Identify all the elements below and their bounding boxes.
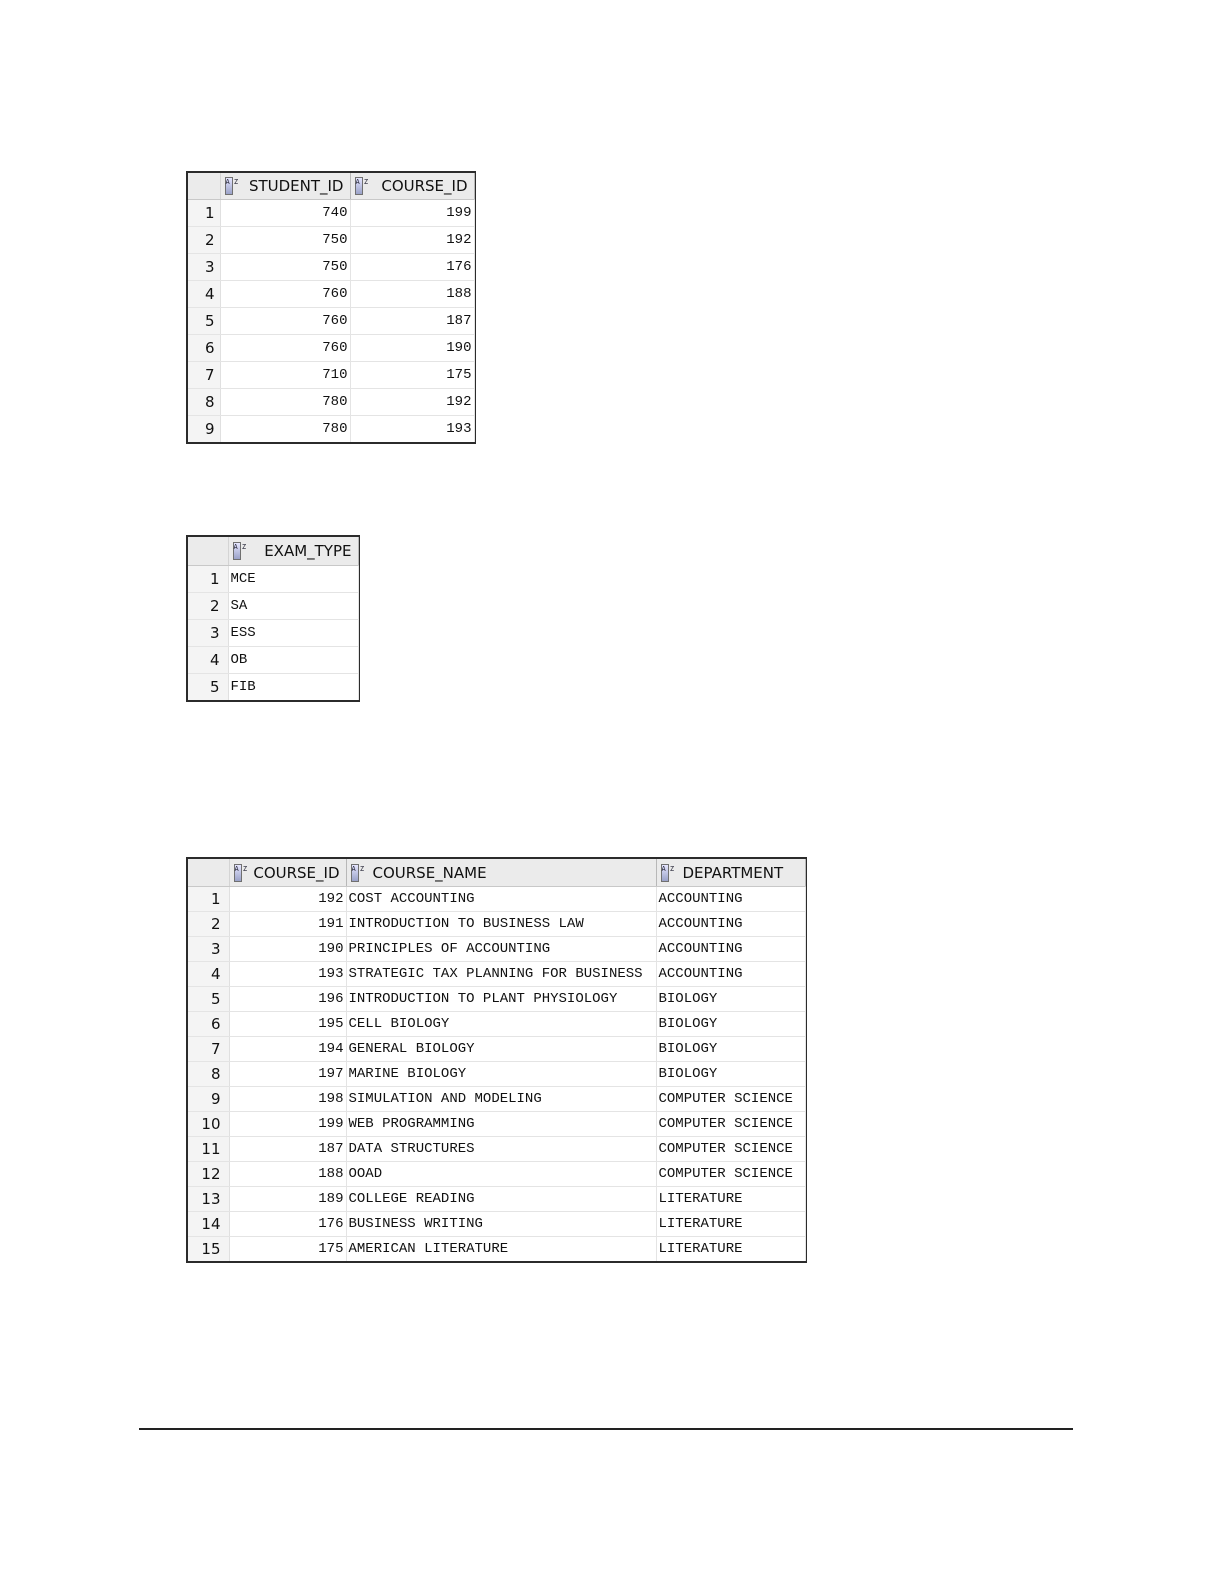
course-id-cell[interactable]: 175 bbox=[350, 362, 474, 389]
course-name-cell[interactable]: INTRODUCTION TO BUSINESS LAW bbox=[346, 912, 656, 937]
department-cell[interactable]: COMPUTER SCIENCE bbox=[656, 1087, 805, 1112]
table-row[interactable] bbox=[188, 1012, 805, 1037]
course-name-cell[interactable]: GENERAL BIOLOGY bbox=[346, 1037, 656, 1062]
row-number: 8 bbox=[188, 389, 220, 416]
student-id-cell[interactable]: 780 bbox=[220, 416, 350, 443]
row-number: 8 bbox=[188, 1062, 229, 1087]
course-id-cell[interactable]: 193 bbox=[229, 962, 346, 987]
table-row[interactable] bbox=[188, 962, 805, 987]
row-number: 14 bbox=[188, 1212, 229, 1237]
column-header-label: COURSE_ID bbox=[253, 863, 340, 882]
student-id-cell[interactable]: 760 bbox=[220, 335, 350, 362]
row-number: 15 bbox=[188, 1237, 229, 1262]
student-id-cell[interactable]: 740 bbox=[220, 200, 350, 227]
sort-icon[interactable]: A Z bbox=[355, 177, 363, 195]
table-row[interactable] bbox=[188, 254, 474, 281]
course-id-cell[interactable]: 197 bbox=[229, 1062, 346, 1087]
student-id-cell[interactable]: 750 bbox=[220, 254, 350, 281]
column-header-department[interactable] bbox=[656, 859, 805, 887]
course-name-cell[interactable]: COLLEGE READING bbox=[346, 1187, 656, 1212]
table-row[interactable] bbox=[188, 227, 474, 254]
row-number: 6 bbox=[188, 335, 220, 362]
table-row[interactable] bbox=[188, 416, 474, 443]
department-cell[interactable]: ACCOUNTING bbox=[656, 912, 805, 937]
department-cell[interactable]: ACCOUNTING bbox=[656, 937, 805, 962]
course-id-cell[interactable]: 195 bbox=[229, 1012, 346, 1037]
course-id-cell[interactable]: 176 bbox=[229, 1212, 346, 1237]
course-id-cell[interactable]: 187 bbox=[350, 308, 474, 335]
table-row[interactable] bbox=[188, 389, 474, 416]
sort-icon[interactable]: A Z bbox=[233, 542, 241, 560]
courses-table bbox=[188, 859, 806, 1261]
table-row[interactable] bbox=[188, 987, 805, 1012]
course-id-cell[interactable]: 192 bbox=[229, 887, 346, 912]
row-number: 3 bbox=[188, 937, 229, 962]
table-row[interactable] bbox=[188, 1212, 805, 1237]
table-row[interactable] bbox=[188, 200, 474, 227]
table-row[interactable] bbox=[188, 912, 805, 937]
course-id-cell[interactable]: 175 bbox=[229, 1237, 346, 1262]
table-header-row bbox=[188, 173, 474, 200]
row-number: 4 bbox=[188, 647, 228, 674]
course-name-cell[interactable]: WEB PROGRAMMING bbox=[346, 1112, 656, 1137]
department-cell[interactable]: COMPUTER SCIENCE bbox=[656, 1112, 805, 1137]
row-number: 9 bbox=[188, 1087, 229, 1112]
table-row[interactable] bbox=[188, 1112, 805, 1137]
row-number: 2 bbox=[188, 912, 229, 937]
sort-icon[interactable]: A Z bbox=[661, 864, 669, 882]
table-row[interactable] bbox=[188, 281, 474, 308]
table-header-row bbox=[188, 537, 358, 566]
column-header-label: STUDENT_ID bbox=[248, 177, 344, 195]
row-number: 11 bbox=[188, 1137, 229, 1162]
course-name-cell[interactable]: INTRODUCTION TO PLANT PHYSIOLOGY bbox=[346, 987, 656, 1012]
course-id-cell[interactable]: 190 bbox=[229, 937, 346, 962]
department-cell[interactable]: LITERATURE bbox=[656, 1187, 805, 1212]
course-name-cell[interactable]: STRATEGIC TAX PLANNING FOR BUSINESS bbox=[346, 962, 656, 987]
row-number-header bbox=[188, 173, 220, 200]
course-id-cell[interactable]: 189 bbox=[229, 1187, 346, 1212]
column-header-label: COURSE_ID bbox=[381, 177, 468, 195]
course-id-cell[interactable]: 191 bbox=[229, 912, 346, 937]
course-name-cell[interactable]: BUSINESS WRITING bbox=[346, 1212, 656, 1237]
course-id-cell[interactable]: 193 bbox=[350, 416, 474, 443]
student-id-cell[interactable]: 780 bbox=[220, 389, 350, 416]
exam-type-cell[interactable]: MCE bbox=[228, 566, 358, 593]
row-number: 13 bbox=[188, 1187, 229, 1212]
row-number: 4 bbox=[188, 962, 229, 987]
department-cell[interactable]: COMPUTER SCIENCE bbox=[656, 1162, 805, 1187]
course-id-cell[interactable]: 188 bbox=[229, 1162, 346, 1187]
course-name-cell[interactable]: CELL BIOLOGY bbox=[346, 1012, 656, 1037]
course-id-cell[interactable]: 192 bbox=[350, 389, 474, 416]
row-number: 3 bbox=[188, 620, 228, 647]
course-id-cell[interactable]: 199 bbox=[229, 1112, 346, 1137]
course-id-cell[interactable]: 176 bbox=[350, 254, 474, 281]
sort-icon[interactable]: A Z bbox=[351, 864, 359, 882]
row-number: 1 bbox=[188, 887, 229, 912]
row-number: 1 bbox=[188, 566, 228, 593]
row-number: 5 bbox=[188, 674, 228, 701]
table-row[interactable] bbox=[188, 1187, 805, 1212]
table-row[interactable] bbox=[188, 308, 474, 335]
table-row[interactable] bbox=[188, 362, 474, 389]
column-header-student-id[interactable] bbox=[220, 173, 350, 200]
course-name-cell[interactable]: MARINE BIOLOGY bbox=[346, 1062, 656, 1087]
enrollments-table bbox=[188, 173, 475, 442]
department-cell[interactable]: BIOLOGY bbox=[656, 1062, 805, 1087]
exam-type-cell[interactable]: SA bbox=[228, 593, 358, 620]
column-header-label: EXAM_TYPE bbox=[264, 542, 352, 560]
row-number: 7 bbox=[188, 1037, 229, 1062]
table-row[interactable] bbox=[188, 937, 805, 962]
exam-type-cell[interactable]: ESS bbox=[228, 620, 358, 647]
student-id-cell[interactable]: 750 bbox=[220, 227, 350, 254]
row-number: 2 bbox=[188, 227, 220, 254]
course-name-cell[interactable]: COST ACCOUNTING bbox=[346, 887, 656, 912]
column-header-course-name[interactable] bbox=[346, 859, 656, 887]
row-number: 12 bbox=[188, 1162, 229, 1187]
row-number: 1 bbox=[188, 200, 220, 227]
department-cell[interactable]: COMPUTER SCIENCE bbox=[656, 1137, 805, 1162]
row-number-header bbox=[188, 537, 228, 566]
department-cell[interactable]: BIOLOGY bbox=[656, 1037, 805, 1062]
student-id-cell[interactable]: 710 bbox=[220, 362, 350, 389]
row-number-header bbox=[188, 859, 229, 887]
student-id-cell[interactable]: 760 bbox=[220, 281, 350, 308]
row-number: 3 bbox=[188, 254, 220, 281]
course-id-cell[interactable]: 188 bbox=[350, 281, 474, 308]
column-header-course-id[interactable] bbox=[350, 173, 474, 200]
row-number: 5 bbox=[188, 987, 229, 1012]
course-id-cell[interactable]: 198 bbox=[229, 1087, 346, 1112]
table-row[interactable] bbox=[188, 1062, 805, 1087]
table-row[interactable] bbox=[188, 593, 358, 620]
department-cell[interactable]: ACCOUNTING bbox=[656, 962, 805, 987]
enrollments-result-grid bbox=[186, 171, 476, 444]
course-name-cell[interactable]: DATA STRUCTURES bbox=[346, 1137, 656, 1162]
row-number: 7 bbox=[188, 362, 220, 389]
column-header-label: DEPARTMENT bbox=[682, 863, 784, 882]
table-row[interactable] bbox=[188, 1087, 805, 1112]
department-cell[interactable]: BIOLOGY bbox=[656, 987, 805, 1012]
row-number: 10 bbox=[188, 1112, 229, 1137]
table-row[interactable] bbox=[188, 620, 358, 647]
student-id-cell[interactable]: 760 bbox=[220, 308, 350, 335]
course-id-cell[interactable]: 196 bbox=[229, 987, 346, 1012]
courses-result-grid bbox=[186, 857, 807, 1263]
table-header-row bbox=[188, 859, 805, 887]
exam-types-result-grid bbox=[186, 535, 360, 702]
table-row[interactable] bbox=[188, 1237, 805, 1262]
sort-icon[interactable]: A Z bbox=[225, 177, 233, 195]
table-row[interactable] bbox=[188, 1137, 805, 1162]
department-cell[interactable]: BIOLOGY bbox=[656, 1012, 805, 1037]
sort-icon[interactable]: A Z bbox=[234, 864, 242, 882]
course-id-cell[interactable]: 187 bbox=[229, 1137, 346, 1162]
department-cell[interactable]: ACCOUNTING bbox=[656, 887, 805, 912]
row-number: 4 bbox=[188, 281, 220, 308]
row-number: 5 bbox=[188, 308, 220, 335]
course-id-cell[interactable]: 190 bbox=[350, 335, 474, 362]
exam-type-cell[interactable]: FIB bbox=[228, 674, 358, 701]
department-cell[interactable]: LITERATURE bbox=[656, 1212, 805, 1237]
department-cell[interactable]: LITERATURE bbox=[656, 1237, 805, 1262]
course-name-cell[interactable]: AMERICAN LITERATURE bbox=[346, 1237, 656, 1262]
exam-types-table bbox=[188, 537, 359, 700]
course-name-cell[interactable]: OOAD bbox=[346, 1162, 656, 1187]
course-id-cell[interactable]: 199 bbox=[350, 200, 474, 227]
row-number: 9 bbox=[188, 416, 220, 443]
course-name-cell[interactable]: SIMULATION AND MODELING bbox=[346, 1087, 656, 1112]
course-id-cell[interactable]: 194 bbox=[229, 1037, 346, 1062]
row-number: 6 bbox=[188, 1012, 229, 1037]
course-name-cell[interactable]: PRINCIPLES OF ACCOUNTING bbox=[346, 937, 656, 962]
exam-type-cell[interactable]: OB bbox=[228, 647, 358, 674]
footer-divider bbox=[139, 1428, 1073, 1430]
table-row[interactable] bbox=[188, 335, 474, 362]
table-row[interactable] bbox=[188, 674, 358, 701]
column-header-label: COURSE_NAME bbox=[372, 863, 487, 882]
row-number: 2 bbox=[188, 593, 228, 620]
column-header-exam-type[interactable] bbox=[228, 537, 358, 566]
column-header-course-id[interactable] bbox=[229, 859, 346, 887]
table-row[interactable] bbox=[188, 1037, 805, 1062]
table-row[interactable] bbox=[188, 887, 805, 912]
course-id-cell[interactable]: 192 bbox=[350, 227, 474, 254]
table-row[interactable] bbox=[188, 647, 358, 674]
table-row[interactable] bbox=[188, 566, 358, 593]
table-row[interactable] bbox=[188, 1162, 805, 1187]
